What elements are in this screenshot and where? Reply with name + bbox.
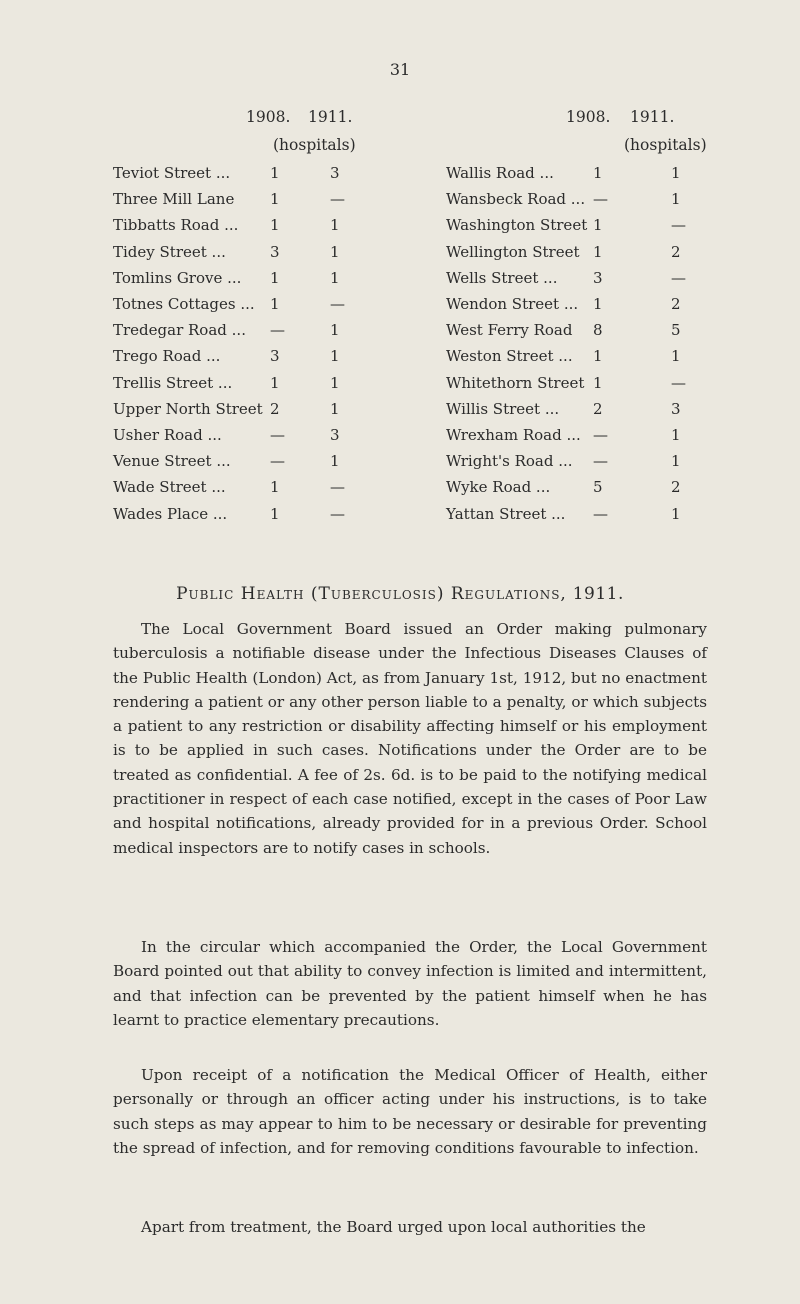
street-name: Wright's Road ... — [446, 452, 573, 471]
count-1908: — — [593, 190, 608, 209]
header-left-1908: 1908. — [246, 108, 291, 126]
header-left-1911: 1911. — [308, 108, 353, 126]
count-1908: 1 — [270, 216, 280, 235]
count-1911: — — [671, 373, 686, 392]
count-1908: — — [270, 452, 285, 471]
section-heading — [0, 584, 800, 604]
street-name: Wrexham Road ... — [446, 426, 581, 444]
count-1911: 2 — [671, 295, 681, 313]
count-1911: 2 — [671, 478, 681, 497]
count-1911: — — [330, 190, 345, 209]
count-1911: — — [330, 504, 345, 523]
street-name: Wades Place ... — [113, 504, 228, 523]
street-name: Totnes Cottages ... — [113, 295, 255, 313]
count-1908: 1 — [593, 295, 603, 313]
count-1908: — — [593, 504, 608, 523]
count-1911: 1 — [671, 426, 681, 444]
page-number: 31 — [389, 60, 411, 79]
street-name: Weston Street ... — [446, 347, 573, 366]
paragraph-2-text: In the circular which accompanied the Order, the Local Government Board pointed out that ability to convey infection is limited and intermittent, and that infection can be prevented by the patient himself when he has learnt to practice elementary precautions. — [113, 938, 707, 1029]
paragraph-4 — [113, 1215, 707, 1239]
count-1908: 1 — [270, 268, 280, 287]
count-1911: 1 — [330, 216, 340, 235]
count-1911: 1 — [330, 268, 340, 287]
street-name: Usher Road ... — [113, 426, 222, 444]
count-1911: — — [330, 295, 345, 313]
street-name: Trellis Street ... — [113, 373, 233, 392]
count-1911: 1 — [330, 242, 340, 261]
section-heading-title: Public Health (Tuberculosis) Regulations, — [176, 584, 567, 604]
street-name: Three Mill Lane — [113, 190, 235, 209]
count-1908: 1 — [270, 295, 280, 313]
count-1911: 1 — [671, 190, 681, 209]
street-name: Whitethorn Street — [446, 373, 585, 392]
count-1908: 1 — [593, 347, 603, 366]
street-name: Wyke Road ... — [446, 478, 551, 497]
street-name: West Ferry Road — [446, 321, 573, 340]
count-1908: 1 — [270, 373, 280, 392]
count-1908: — — [270, 321, 285, 340]
count-1908: — — [593, 452, 608, 471]
count-1908: 2 — [270, 399, 280, 418]
street-name: Wallis Road ... — [446, 164, 554, 182]
count-1911: 1 — [671, 504, 681, 523]
count-1911: 2 — [671, 242, 681, 261]
street-name: Wendon Street ... — [446, 295, 579, 313]
count-1908: 1 — [270, 478, 280, 497]
street-name: Upper North Street — [113, 399, 263, 418]
paragraph-3-text: Upon receipt of a notification the Medical Officer of Health, either personally or through an officer acting under his instructions, is to take such steps as may appear to him to be necessary or desirable for preventing the spread of infection, and for removing conditions favourable to infection. — [113, 1066, 707, 1157]
section-heading-year: 1911. — [572, 584, 624, 604]
count-1911: 3 — [330, 426, 340, 444]
count-1911: 1 — [671, 347, 681, 366]
count-1908: — — [593, 426, 608, 444]
header-right-hospitals: (hospitals) — [624, 136, 707, 154]
count-1908: 3 — [270, 242, 280, 261]
count-1911: 3 — [330, 164, 340, 182]
count-1908: 3 — [593, 268, 603, 287]
street-name: Wellington Street — [446, 242, 580, 261]
street-name: Teviot Street ... — [113, 164, 231, 182]
count-1908: 1 — [593, 242, 603, 261]
paragraph-1 — [113, 617, 707, 860]
street-name: Trego Road ... — [113, 347, 221, 366]
header-right-1911: 1911. — [630, 108, 675, 126]
count-1908: 1 — [270, 504, 280, 523]
count-1908: 5 — [593, 478, 603, 497]
count-1908: 1 — [593, 164, 603, 182]
count-1908: 1 — [593, 373, 603, 392]
street-name: Willis Street ... — [446, 399, 560, 418]
count-1908: 1 — [270, 190, 280, 209]
street-name: Wells Street ... — [446, 268, 558, 287]
count-1911: 3 — [671, 399, 681, 418]
paragraph-1-text: The Local Government Board issued an Order making pulmonary tuberculosis a notifiable disease under the Infectious Diseases Clauses of the Public Health (London) Act, as from January 1st, 1912, but no enactment rendering a patient or any other person liable to a penalty, or which subjects a patient to any restriction or disability affecting himself or his employment is to be applied in such cases. Notifications under the Order are to be treated as confidential. A fee of 2s. 6d. is to be paid to the notifying medical practitioner in respect of each case notified, except in the cases of Poor Law and hospital notifications, already provided for in a previous Order. School medical inspectors are to notify cases in schools. — [113, 620, 707, 857]
count-1911: — — [671, 216, 686, 235]
count-1911: 5 — [671, 321, 681, 340]
header-left-hospitals: (hospitals) — [273, 136, 356, 154]
count-1908: 2 — [593, 399, 603, 418]
count-1911: 1 — [330, 321, 340, 340]
count-1911: 1 — [330, 347, 340, 366]
count-1911: 1 — [671, 164, 681, 182]
paragraph-3 — [113, 1063, 707, 1160]
street-name: Wade Street ... — [113, 478, 226, 497]
count-1911: 1 — [330, 373, 340, 392]
count-1908: 1 — [270, 164, 280, 182]
street-name: Wansbeck Road ... — [446, 190, 586, 209]
count-1908: 1 — [593, 216, 603, 235]
paragraph-2 — [113, 935, 707, 1032]
street-name: Yattan Street ... — [446, 504, 566, 523]
count-1911: 1 — [671, 452, 681, 471]
street-name: Tidey Street ... — [113, 242, 226, 261]
paragraph-4-text: Apart from treatment, the Board urged upon local authorities the — [141, 1218, 646, 1236]
street-name: Tredegar Road ... — [113, 321, 246, 340]
count-1911: — — [671, 268, 686, 287]
count-1911: 1 — [330, 452, 340, 471]
count-1908: 3 — [270, 347, 280, 366]
street-name: Venue Street ... — [113, 452, 231, 471]
street-name: Tibbatts Road ... — [113, 216, 239, 235]
header-right-1908: 1908. — [566, 108, 611, 126]
count-1908: 8 — [593, 321, 603, 340]
count-1911: — — [330, 478, 345, 497]
count-1908: — — [270, 426, 285, 444]
count-1911: 1 — [330, 399, 340, 418]
street-name: Tomlins Grove ... — [113, 268, 242, 287]
street-name: Washington Street — [446, 216, 588, 235]
